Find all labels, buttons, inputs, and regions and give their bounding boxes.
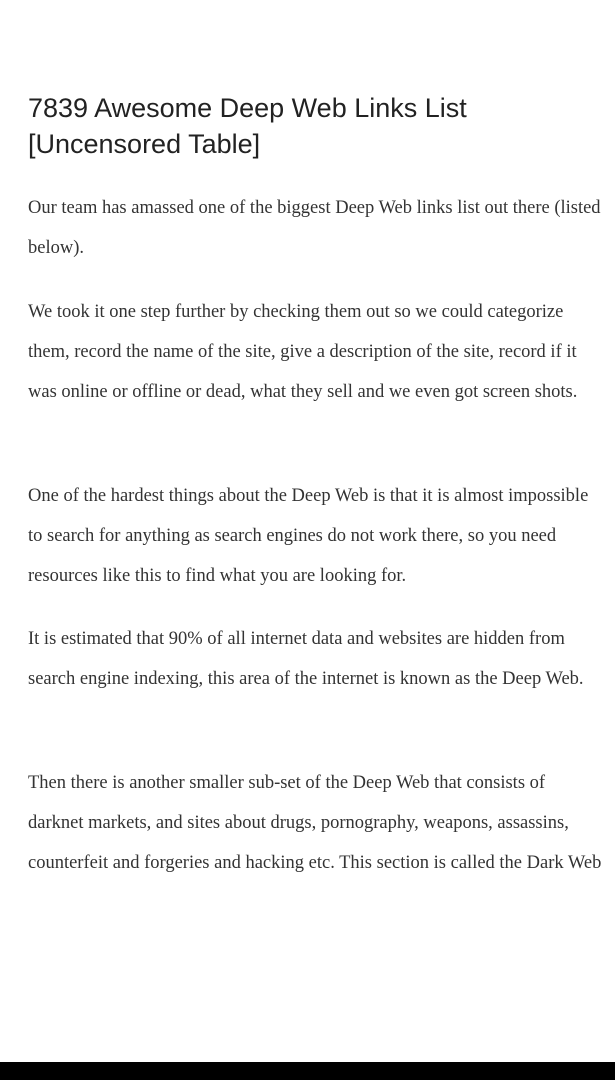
paragraph-hidden-data: It is estimated that 90% of all internet data and websites are hidden from search engine indexing, this area of the internet is known as the Deep Web. bbox=[28, 629, 584, 689]
paragraph-methodology: We took it one step further by checking them out so we could categorize them, record the name of the site, give a description of the site, record if it was online or offline or dead, what they sell and we even got screen shots. bbox=[28, 302, 578, 402]
article-title: 7839 Awesome Deep Web Links List [Uncensored Table] bbox=[28, 93, 467, 159]
paragraph-search-difficulty: One of the hardest things about the Deep Web is that it is almost impossible to search for anything as search engines do not work there, so you need resources like this to find what you are looking for. bbox=[28, 486, 589, 586]
paragraph-intro: Our team has amassed one of the biggest Deep Web links list out there (listed below). bbox=[28, 198, 601, 258]
bottom-bar bbox=[0, 1062, 615, 1080]
paragraph-dark-web: Then there is another smaller sub-set of the Deep Web that consists of darknet markets, and sites about drugs, pornography, weapons, assassins, counterfeit and forgeries and hacking etc. This section is called the Dark Web bbox=[28, 773, 602, 873]
